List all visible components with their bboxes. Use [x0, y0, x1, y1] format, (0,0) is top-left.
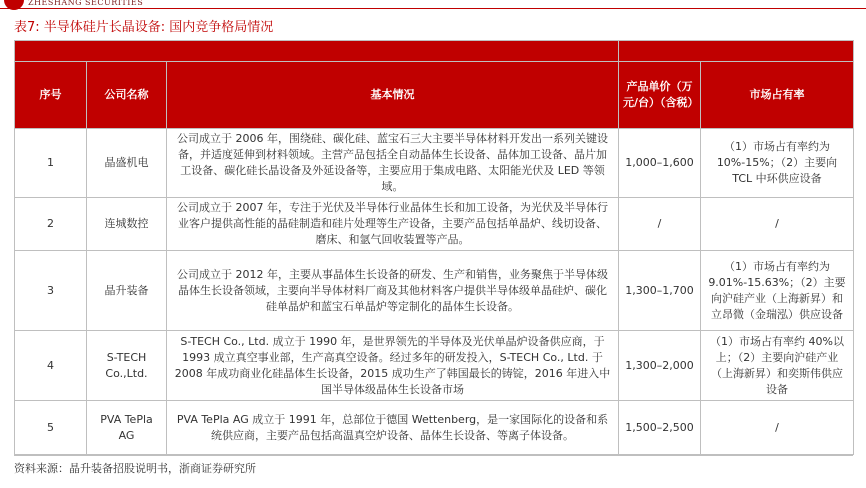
header-spacer-left — [15, 41, 619, 62]
table-caption: 表7: 半导体硅片长晶设备: 国内竞争格局情况 — [14, 20, 274, 35]
table-row — [15, 198, 854, 251]
table-row — [15, 401, 854, 455]
cell-overview: S-TECH Co., Ltd. 成立于 1990 年，是世界领先的半导体及光伏单晶炉设备供应商，于 1993 成立真空事业部，生产高真空设备。经过多年的研发投入，S-TECH Co., Ltd. 于 2008 年成功商业化硅晶体生长设备，2015 成功生产了韩国最长的铸锭，2016 年进入中国半导体级晶体生长设备市场 — [167, 331, 619, 401]
cell-company: PVA TePla AG — [87, 401, 167, 455]
cell-price: / — [619, 198, 701, 251]
cell-company: 晶盛机电 — [87, 129, 167, 198]
header-spacer-right — [619, 41, 854, 62]
top-divider — [0, 8, 866, 9]
cell-company: 连城数控 — [87, 198, 167, 251]
cell-price: 1,300–2,000 — [619, 331, 701, 401]
source-note: 资料来源：晶升装备招股说明书，浙商证券研究所 — [14, 462, 256, 475]
cell-share: / — [701, 198, 854, 251]
header-company: 公司名称 — [87, 62, 167, 129]
cell-price: 1,500–2,500 — [619, 401, 701, 455]
header-overview: 基本情况 — [167, 62, 619, 129]
top-brand-strip — [0, 0, 866, 12]
cell-overview: 公司成立于 2007 年，专注于光伏及半导体行业晶体生长和加工设备，为光伏及半导体行业客户提供高性能的晶硅制造和硅片处理等生产设备，主要产品包括单晶炉、线切设备、磨床、和氩气回收装置等产品。 — [167, 198, 619, 251]
brand-name: ZHESHANG SECURITIES — [28, 0, 144, 7]
header-spacer-row — [15, 41, 854, 62]
cell-share: （1）市场占有率约为 10%-15%；（2）主要向 TCL 中环供应设备 — [701, 129, 854, 198]
header-price: 产品单价（万元/台）（含税） — [619, 62, 701, 129]
cell-share: / — [701, 401, 854, 455]
cell-index: 3 — [15, 251, 87, 331]
cell-price: 1,000–1,600 — [619, 129, 701, 198]
bottom-divider — [14, 455, 853, 456]
header-index: 序号 — [15, 62, 87, 129]
cell-share: （1）市场占有率约 40%以上；（2）主要向沪硅产业（上海新昇）和奕斯伟供应设备 — [701, 331, 854, 401]
cell-index: 2 — [15, 198, 87, 251]
cell-overview: 公司成立于 2012 年，主要从事晶体生长设备的研发、生产和销售，业务聚焦于半导体级晶体生长设备领域，主要向半导体材料厂商及其他材料客户提供半导体级单晶硅炉、碳化硅单晶炉和蓝宝石单晶炉等定制化的晶体生长设备。 — [167, 251, 619, 331]
cell-price: 1,300–1,700 — [619, 251, 701, 331]
cell-overview: PVA TePla AG 成立于 1991 年，总部位于德国 Wettenberg，是一家国际化的设备和系统供应商，主要产品包括高温真空炉设备、晶体生长设备、等离子体设备。 — [167, 401, 619, 455]
cell-share: （1）市场占有率约为 9.01%-15.63%；（2）主要向沪硅产业（上海新昇）和立昂微（金瑞泓）供应设备 — [701, 251, 854, 331]
table-row — [15, 331, 854, 401]
cell-company: 晶升装备 — [87, 251, 167, 331]
table-row — [15, 129, 854, 198]
cell-index: 5 — [15, 401, 87, 455]
cell-overview: 公司成立于 2006 年，围绕硅、碳化硅、蓝宝石三大主要半导体材料开发出一系列关键设备，并适度延伸到材料领域。主营产品包括全自动晶体生长设备、晶体加工设备、晶片加工设备、碳化硅长晶设备及外延设备等，主要应用于集成电路、太阳能光伏及 LED 等领域。 — [167, 129, 619, 198]
header-share: 市场占有率 — [701, 62, 854, 129]
cell-company: S-TECH Co.,Ltd. — [87, 331, 167, 401]
competition-table — [14, 40, 854, 455]
header-row — [15, 62, 854, 129]
table-row — [15, 251, 854, 331]
cell-index: 1 — [15, 129, 87, 198]
cell-index: 4 — [15, 331, 87, 401]
